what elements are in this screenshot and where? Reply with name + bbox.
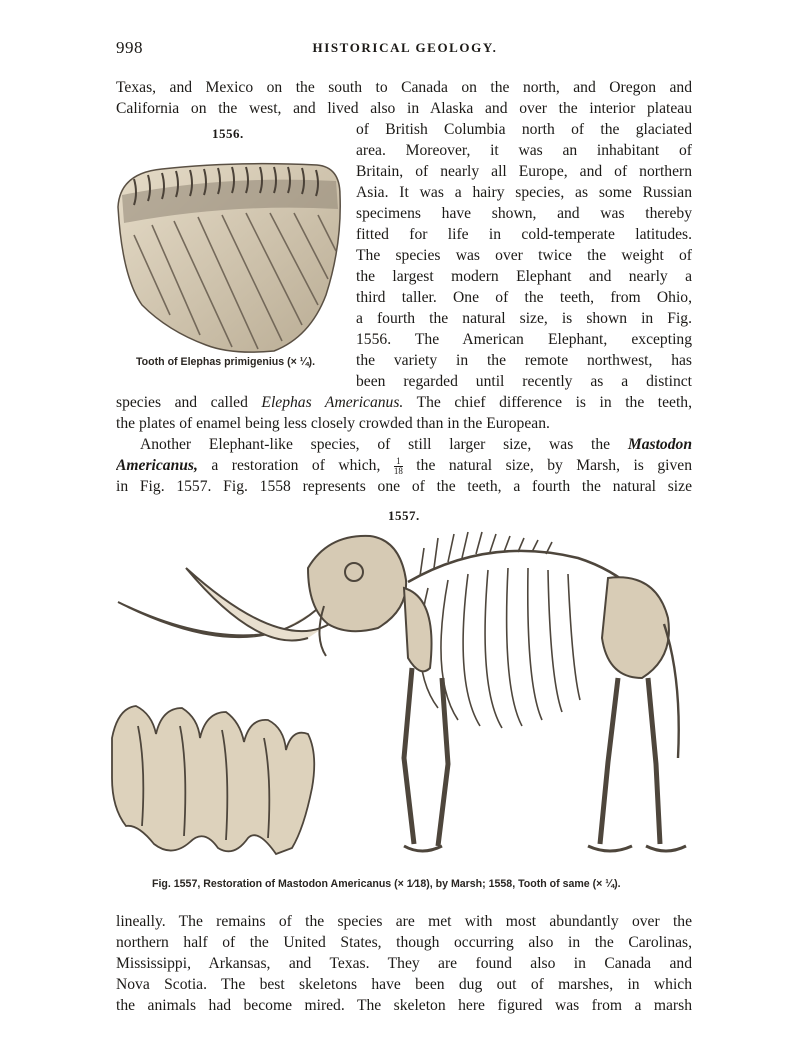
text-line: a fourth the natural size, is shown in Fig. — [356, 310, 692, 327]
figure-number: 1557. — [388, 508, 420, 523]
fraction-denominator: 18 — [393, 465, 403, 476]
text-segment: Another Elephant-like species, of still larger size, was the — [140, 436, 628, 453]
text-line: specimens have shown, and was thereby — [356, 205, 692, 222]
text-line: the variety in the remote northwest, has — [356, 352, 692, 369]
figure-caption: Tooth of Elephas primigenius (× ¼). — [136, 356, 316, 368]
text-line: Texas, and Mexico on the south to Canada on the north, and Oregon and — [116, 79, 692, 96]
text-line: Britain, of nearly all Europe, and of northern — [356, 163, 692, 180]
figure-number: 1556. — [212, 126, 244, 141]
text-line: area. Moreover, it was an inhabitant of — [356, 142, 692, 159]
page-number: 998 — [116, 38, 143, 57]
page-header — [116, 38, 694, 58]
text-line: 1556. The American Elephant, excepting — [356, 331, 692, 348]
text-segment: species and called — [116, 394, 262, 411]
text-line: the plates of enamel being less closely crowded than in the European. — [116, 415, 550, 432]
text-line: Mississippi, Arkansas, and Texas. They are found also in Canada and — [116, 955, 692, 972]
text-line: been regarded until recently as a distinct — [356, 373, 692, 390]
text-line — [140, 434, 692, 455]
text-segment: the natural size, by Marsh, is given — [402, 457, 692, 474]
figure-caption: Fig. 1557, Restoration of Mastodon Americanus (× 1⁄18), by Marsh; 1558, Tooth of same (× ¼). — [152, 878, 621, 890]
fraction — [394, 457, 403, 476]
species-name-italic: Elephas Americanus. — [261, 394, 404, 411]
text-segment: a restoration of which, — [197, 457, 394, 474]
species-name-italic: Americanus, — [116, 457, 198, 474]
elephas-tooth-illustration — [112, 155, 352, 355]
text-segment: The chief difference is in the teeth, — [403, 394, 692, 411]
text-line — [116, 455, 692, 476]
text-line: The species was over twice the weight of — [356, 247, 692, 264]
text-line: fitted for life in cold-temperate latitudes. — [356, 226, 692, 243]
text-line: Asia. It was a hairy species, as some Russian — [356, 184, 692, 201]
fraction-numerator: 1 — [394, 457, 403, 467]
mastodon-skeleton-illustration — [108, 528, 700, 870]
running-title: HISTORICAL GEOLOGY. — [312, 40, 498, 55]
text-line: Nova Scotia. The best skeletons have been dug out of marshes, in which — [116, 976, 692, 993]
text-line: northern half of the United States, though occurring also in the Carolinas, — [116, 934, 692, 951]
text-line: lineally. The remains of the species are met with most abundantly over the — [116, 913, 692, 930]
text-line: third taller. One of the teeth, from Ohio, — [356, 289, 692, 306]
text-line: the largest modern Elephant and nearly a — [356, 268, 692, 285]
species-name-italic: Mastodon — [627, 436, 692, 453]
text-line — [116, 392, 692, 413]
text-line: of British Columbia north of the glaciated — [356, 121, 692, 138]
text-line: California on the west, and lived also in Alaska and over the interior plateau — [116, 100, 692, 117]
text-line: in Fig. 1557. Fig. 1558 represents one of the teeth, a fourth the natural size — [116, 478, 692, 495]
text-line: the animals had become mired. The skeleton here figured was from a marsh — [116, 997, 692, 1014]
